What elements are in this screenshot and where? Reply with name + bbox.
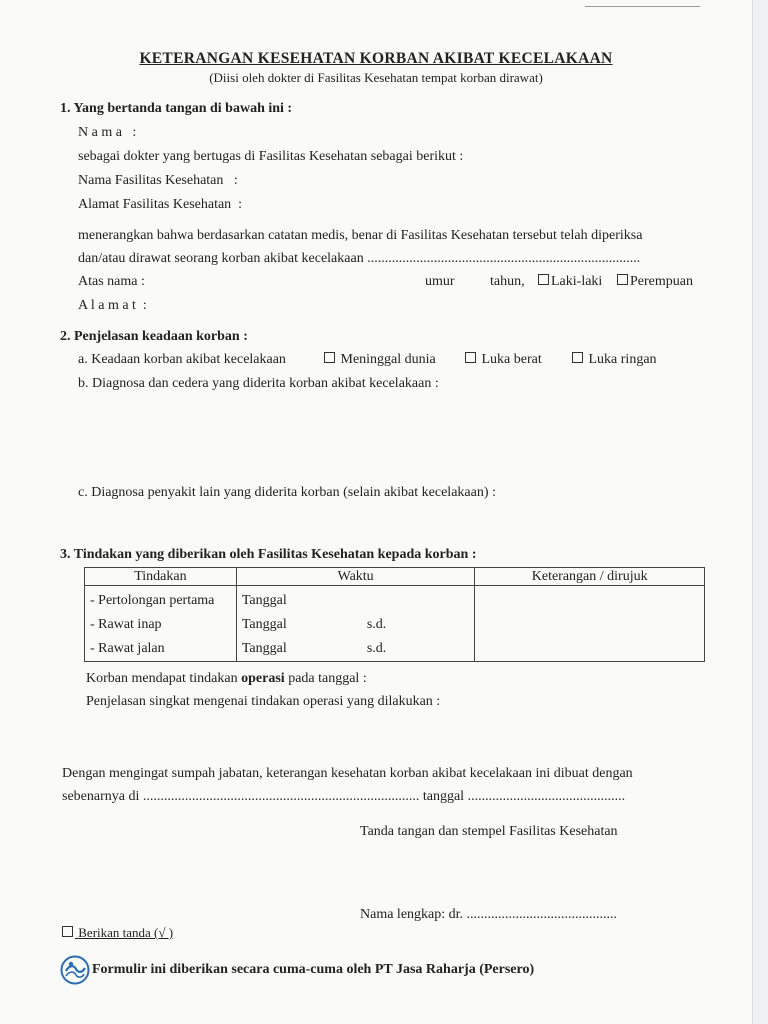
menerangkan-text-2: dan/atau dirawat seorang korban akibat kecelakaan .............................................................................. bbox=[78, 251, 641, 266]
section1-heading: 1. Yang bertanda tangan di bawah ini : bbox=[60, 101, 293, 116]
column-header-waktu: Waktu bbox=[236, 568, 475, 586]
checkbox-icon[interactable] bbox=[465, 352, 476, 363]
column-header-keterangan: Keterangan / dirujuk bbox=[475, 568, 705, 586]
top-rule bbox=[585, 6, 700, 7]
alamat-faskes-field[interactable]: Alamat Fasilitas Kesehatan : bbox=[78, 197, 243, 212]
perempuan-label: Perempuan bbox=[630, 274, 693, 289]
section2-heading: 2. Penjelasan keadaan korban : bbox=[60, 329, 248, 344]
luka-ringan-label: Luka ringan bbox=[588, 352, 657, 367]
keterangan-cell[interactable] bbox=[475, 586, 705, 662]
sebagai-text: sebagai dokter yang bertugas di Fasilitas Kesehatan sebagai berikut : bbox=[78, 149, 464, 164]
luka-berat-option[interactable] bbox=[465, 351, 542, 368]
table-header-row bbox=[85, 568, 705, 586]
luka-ringan-option[interactable] bbox=[572, 351, 657, 368]
alamat-field[interactable]: A l a m a t : bbox=[78, 298, 147, 313]
legend-note bbox=[62, 924, 173, 941]
meninggal-option[interactable] bbox=[324, 351, 436, 368]
section3-heading: 3. Tindakan yang diberikan oleh Fasilitas Kesehatan kepada korban : bbox=[60, 547, 477, 562]
diagnosa-lain-label: c. Diagnosa penyakit lain yang diderita korban (selain akibat kecelakaan) : bbox=[78, 485, 496, 500]
tanggal-label: Tanggal bbox=[241, 593, 287, 608]
diagnosa-cedera-label: b. Diagnosa dan cedera yang diderita korban akibat kecelakaan : bbox=[78, 376, 439, 391]
sd-label: s.d. bbox=[366, 641, 387, 656]
operasi-line bbox=[86, 670, 367, 687]
nama-field[interactable]: N a m a : bbox=[78, 125, 137, 140]
menerangkan-text-1: menerangkan bahwa berdasarkan catatan medis, benar di Fasilitas Kesehatan tersebut telah diperiksa bbox=[78, 228, 643, 243]
laki-laki-option[interactable] bbox=[538, 273, 602, 290]
table-row bbox=[85, 586, 705, 662]
waktu-cell[interactable] bbox=[236, 586, 475, 662]
perempuan-option[interactable] bbox=[617, 273, 693, 290]
operasi-pre: Korban mendapat tindakan bbox=[86, 671, 242, 686]
laki-laki-label: Laki-laki bbox=[551, 274, 603, 289]
column-header-tindakan: Tindakan bbox=[85, 568, 237, 586]
tindakan-cell bbox=[85, 586, 237, 662]
closing-line-1: Dengan mengingat sumpah jabatan, keterangan kesehatan korban akibat kecelakaan ini dibuat dengan bbox=[62, 766, 633, 781]
tindakan-rawat-jalan: - Rawat jalan bbox=[90, 641, 165, 656]
nama-lengkap-field[interactable]: Nama lengkap: dr. ........................................... bbox=[360, 907, 618, 922]
page-edge bbox=[752, 0, 768, 1024]
penjelasan-operasi-label: Penjelasan singkat mengenai tindakan operasi yang dilakukan : bbox=[86, 694, 441, 709]
checkbox-icon bbox=[62, 926, 73, 937]
tindakan-pertolongan: - Pertolongan pertama bbox=[90, 593, 215, 608]
sd-label: s.d. bbox=[366, 617, 387, 632]
signature-label: Tanda tangan dan stempel Fasilitas Kesehatan bbox=[360, 824, 618, 839]
tahun-label: tahun, bbox=[490, 274, 525, 289]
tindakan-table bbox=[84, 567, 705, 662]
tanggal-label: Tanggal bbox=[241, 617, 287, 632]
form-subtitle: (Diisi oleh dokter di Fasilitas Kesehatan tempat korban dirawat) bbox=[209, 70, 543, 85]
umur-label: umur bbox=[425, 274, 455, 289]
atas-nama-field[interactable]: Atas nama : bbox=[78, 274, 145, 289]
checkbox-icon[interactable] bbox=[572, 352, 583, 363]
keadaan-label: a. Keadaan korban akibat kecelakaan bbox=[78, 352, 286, 367]
footer-note: Formulir ini diberikan secara cuma-cuma oleh PT Jasa Raharja (Persero) bbox=[92, 962, 535, 977]
jasa-raharja-logo-icon bbox=[60, 955, 90, 985]
operasi-bold: operasi bbox=[241, 671, 285, 686]
nama-faskes-field[interactable]: Nama Fasilitas Kesehatan : bbox=[78, 173, 238, 188]
closing-line-2[interactable]: sebenarnya di ............................................................................... tanggal ............................................. bbox=[62, 789, 626, 804]
checkbox-icon[interactable] bbox=[324, 352, 335, 363]
checkbox-icon[interactable] bbox=[538, 274, 549, 285]
operasi-post: pada tanggal : bbox=[284, 671, 367, 686]
tanggal-label: Tanggal bbox=[241, 641, 287, 656]
tindakan-rawat-inap: - Rawat inap bbox=[90, 617, 162, 632]
berikan-tanda-label: Berikan tanda (√ ) bbox=[78, 925, 174, 940]
checkbox-icon[interactable] bbox=[617, 274, 628, 285]
form-title: KETERANGAN KESEHATAN KORBAN AKIBAT KECELAKAAN bbox=[139, 50, 613, 67]
luka-berat-label: Luka berat bbox=[481, 352, 542, 367]
meninggal-label: Meninggal dunia bbox=[340, 352, 436, 367]
